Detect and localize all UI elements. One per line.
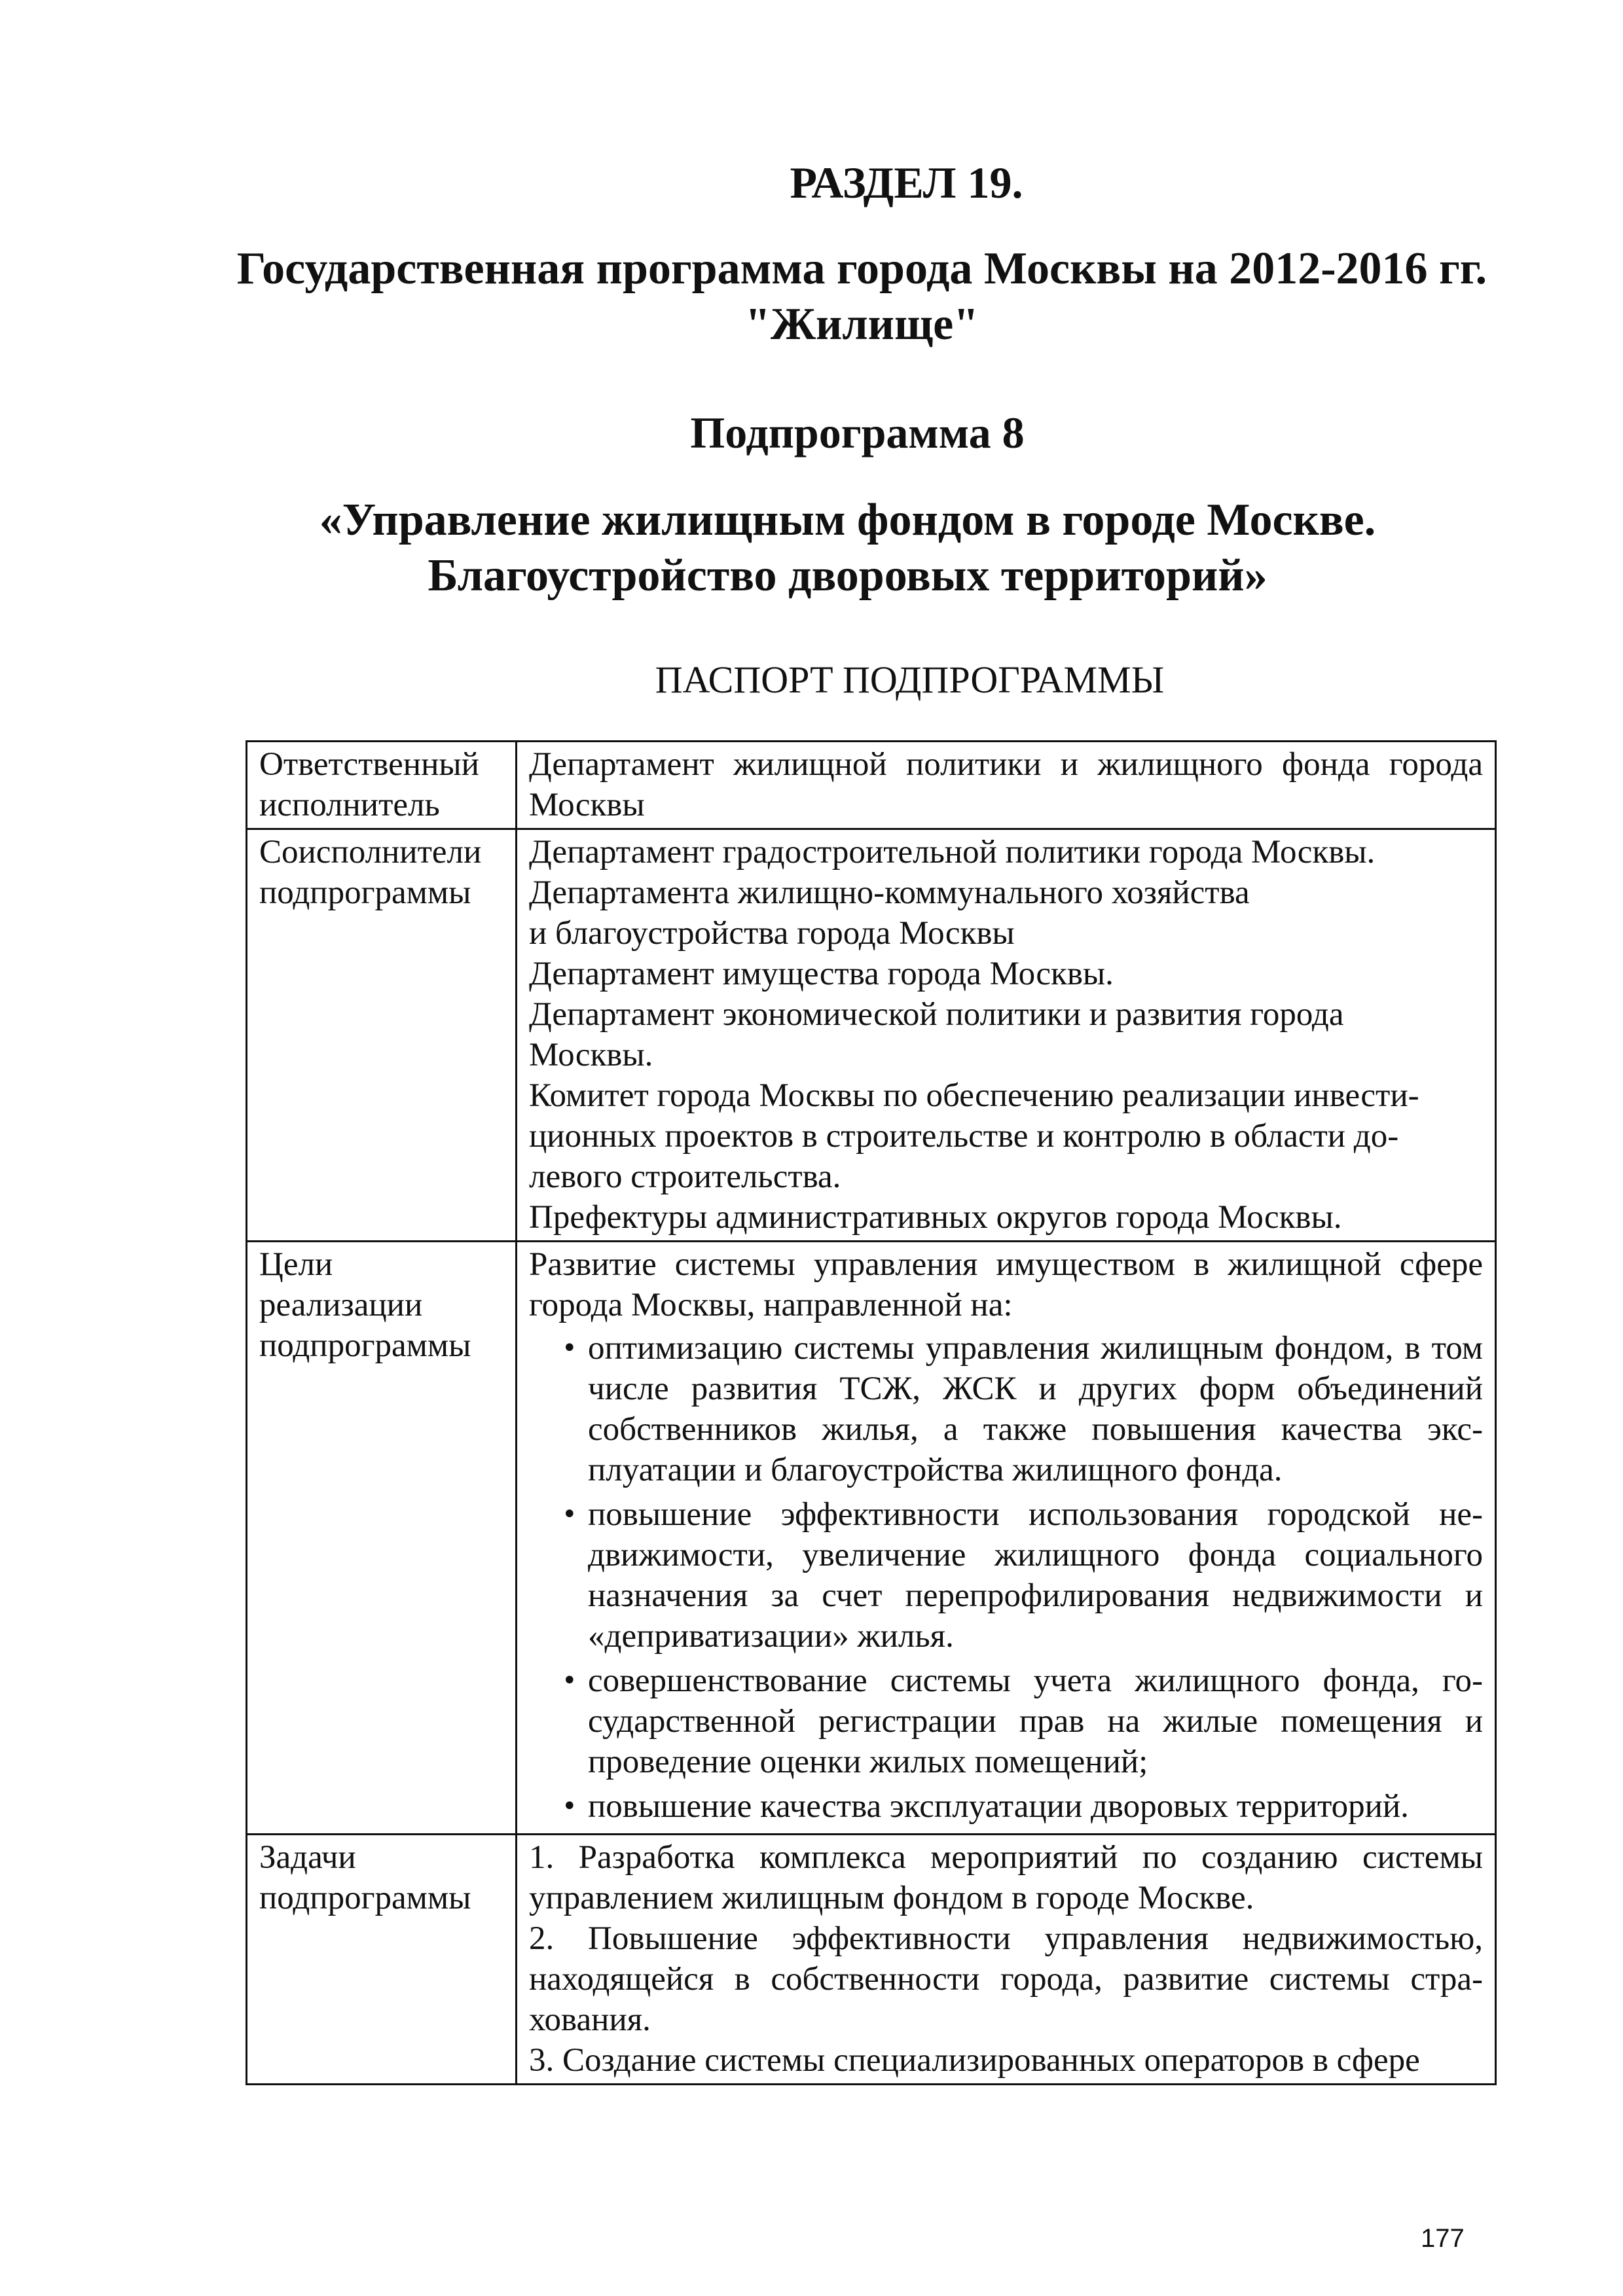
bullet-text: оптимизацию системы управления жилищным фондом, в том числе развития ТСЖ, ЖСК и других форм объединений собственников жилья, а также повышения качества экс-плуатации и благоустройства жилищного фонда. — [588, 1330, 1483, 1488]
content-line: Департамент имущества города Москвы. — [529, 956, 1114, 992]
content-cell — [517, 742, 1496, 829]
content-line: Москвы. — [529, 1037, 653, 1073]
label-line: подпрограммы — [259, 1327, 471, 1364]
bullet-text: повышение эффективности использования городской не-движимости, увеличение жилищного фонда социального назначения за счет перепрофилирования недвижимости и «деприватизации» жилья. — [588, 1496, 1483, 1655]
task-item: 2. Повышение эффективности управления недвижимостью, находящейся в собственности города, развитие системы стра-хования. — [529, 1920, 1483, 2038]
program-title — [50, 241, 1623, 353]
list-item — [563, 1494, 1483, 1657]
label-cell — [247, 829, 517, 1242]
list-item — [563, 1786, 1483, 1827]
content-line: Департамента жилищно-коммунального хозяйства — [529, 874, 1250, 911]
content-cell — [517, 829, 1496, 1242]
table-row-tasks — [247, 1835, 1496, 2085]
label-line: Ответственный — [259, 746, 479, 783]
bullet-icon: • — [562, 1333, 577, 1363]
content-line: ционных проектов в строительстве и контролю в области до- — [529, 1118, 1399, 1155]
task-item: 1. Разработка комплекса мероприятий по созданию системы управлением жилищным фондом в городе Москве. — [529, 1839, 1483, 1916]
task-item: 3. Создание системы специализированных операторов в сфере — [529, 2042, 1420, 2079]
list-item — [563, 1660, 1483, 1782]
subprogram-name — [36, 492, 1623, 604]
table-row-co-executors — [247, 829, 1496, 1242]
program-title-line-2: "Жилище" — [744, 299, 979, 350]
content-line: Департамент экономической политики и развития города — [529, 996, 1344, 1033]
label-cell — [247, 742, 517, 829]
page-number: 177 — [1421, 2224, 1465, 2253]
content-line: Префектуры административных округов города Москвы. — [529, 1199, 1342, 1236]
goals-bullet-list — [529, 1328, 1483, 1827]
subprogram-number: Подпрограмма 8 — [690, 408, 1025, 457]
label-line: Задачи — [259, 1839, 356, 1876]
program-title-line-1: Государственная программа города Москвы на 2012-2016 гг. — [236, 243, 1487, 294]
passport-table — [246, 740, 1497, 2085]
goals-intro: Развитие системы управления имуществом в жилищной сфере города Москвы, направленной на: — [529, 1246, 1483, 1323]
table-row-responsible-executor — [247, 742, 1496, 829]
content-text: Департамент жилищной политики и жилищного фонда города — [529, 746, 1483, 783]
content-cell — [517, 1835, 1496, 2085]
bullet-icon: • — [562, 1666, 577, 1696]
label-line: Цели — [259, 1246, 333, 1283]
content-text: Москвы — [529, 787, 645, 823]
passport-title: ПАСПОРТ ПОДПРОГРАММЫ — [655, 658, 1165, 701]
bullet-icon: • — [562, 1499, 577, 1530]
bullet-icon: • — [562, 1791, 577, 1821]
label-line: исполнитель — [259, 787, 440, 823]
label-line: реализации — [259, 1287, 423, 1323]
section-title: РАЗДЕЛ 19. — [790, 158, 1023, 207]
label-cell — [247, 1242, 517, 1835]
bullet-text: повышение качества эксплуатации дворовых территорий. — [588, 1788, 1409, 1825]
label-line: подпрограммы — [259, 874, 471, 911]
list-item — [563, 1328, 1483, 1490]
subprogram-name-line-1: «Управление жилищным фондом в городе Москве. — [319, 495, 1376, 545]
bullet-text: совершенствование системы учета жилищного фонда, го-сударственной регистрации прав на жилые помещения и проведение оценки жилых помещений; — [588, 1662, 1483, 1780]
label-line: Соисполнители — [259, 834, 482, 870]
content-line: Департамент градостроительной политики города Москвы. — [529, 834, 1376, 870]
table-row-goals — [247, 1242, 1496, 1835]
content-line: и благоустройства города Москвы — [529, 915, 1015, 952]
content-line: Комитет города Москвы по обеспечению реализации инвести- — [529, 1077, 1419, 1114]
label-cell — [247, 1835, 517, 2085]
subprogram-name-line-2: Благоустройство дворовых территорий» — [428, 550, 1267, 601]
content-cell — [517, 1242, 1496, 1835]
content-line: левого строительства. — [529, 1158, 841, 1195]
label-line: подпрограммы — [259, 1880, 471, 1916]
